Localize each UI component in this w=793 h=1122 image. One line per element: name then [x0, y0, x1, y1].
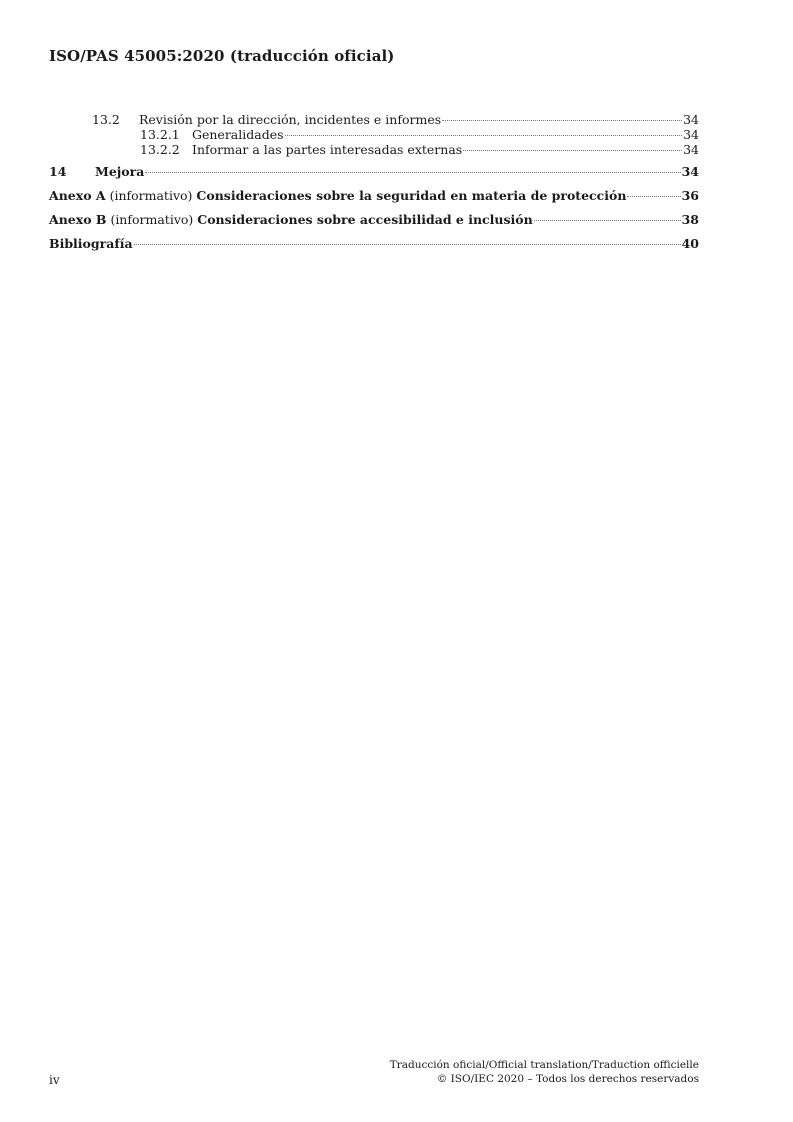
- table-of-contents: [49, 112, 699, 251]
- toc-entry-13-2[interactable]: [49, 112, 699, 127]
- toc-entry-page: 36: [681, 188, 699, 203]
- toc-entry-title: Bibliografía: [49, 236, 133, 251]
- toc-dot-leader: [285, 135, 683, 136]
- toc-entry-page: 38: [681, 212, 699, 227]
- toc-dot-leader: [134, 244, 681, 245]
- toc-entry-number: 14: [49, 164, 67, 179]
- toc-entry-14[interactable]: [49, 164, 699, 179]
- toc-entry-page: 34: [681, 164, 699, 179]
- toc-entry-number: 13.2: [92, 112, 120, 127]
- toc-entry-annex-a[interactable]: [49, 188, 699, 203]
- toc-entry-page: 34: [683, 127, 699, 142]
- footer-translation-line: Traducción oficial/Official translation/Traduction officielle: [389, 1059, 699, 1071]
- footer-copyright-block: [390, 1058, 699, 1086]
- toc-annex-label: Anexo B: [49, 212, 107, 227]
- toc-entry-title: Consideraciones sobre accesibilidad e inclusión: [197, 212, 533, 227]
- toc-annex-informative: (informativo): [109, 188, 193, 203]
- toc-dot-leader: [627, 196, 680, 197]
- document-header-title: ISO/PAS 45005:2020 (traducción oficial): [49, 47, 395, 65]
- toc-entry-title: Generalidades: [192, 127, 284, 142]
- toc-annex-informative: (informativo): [110, 212, 194, 227]
- toc-entry-page: 34: [683, 112, 699, 127]
- toc-annex-label: Anexo A: [49, 188, 106, 203]
- toc-dot-leader: [145, 172, 680, 173]
- toc-entry-13-2-1[interactable]: [49, 127, 699, 142]
- toc-entry-annex-b[interactable]: [49, 212, 699, 227]
- toc-entry-title: Informar a las partes interesadas externas: [192, 142, 463, 157]
- toc-dot-leader: [442, 120, 682, 121]
- toc-entry-title: Mejora: [95, 164, 145, 179]
- toc-entry-number: 13.2.2: [140, 142, 180, 157]
- toc-entry-number: 13.2.1: [140, 127, 180, 142]
- toc-entry-title: Revisión por la dirección, incidentes e informes: [139, 112, 442, 127]
- footer-page-number: iv: [49, 1073, 60, 1087]
- toc-entry-page: 34: [683, 142, 699, 157]
- toc-entry-page: 40: [681, 236, 699, 251]
- toc-dot-leader: [463, 150, 682, 151]
- toc-entry-13-2-2[interactable]: [49, 142, 699, 157]
- toc-entry-bibliography[interactable]: [49, 236, 699, 251]
- footer-copyright-line: © ISO/IEC 2020 – Todos los derechos reservados: [436, 1073, 699, 1085]
- toc-dot-leader: [534, 220, 681, 221]
- toc-entry-title: Consideraciones sobre la seguridad en materia de protección: [196, 188, 627, 203]
